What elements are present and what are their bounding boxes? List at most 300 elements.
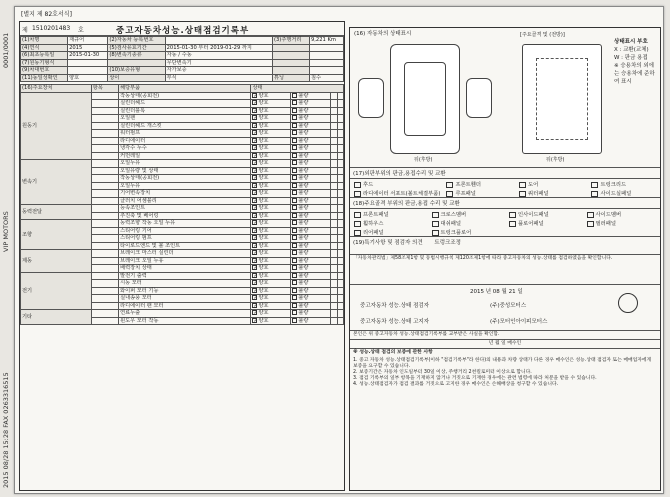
basic-cell: (8)변속기종류 <box>108 52 165 60</box>
part-option[interactable] <box>428 209 506 218</box>
status-bad-label: 불량 <box>298 302 309 309</box>
status-bad-label: 불량 <box>298 280 309 287</box>
checkbox-checked-icon[interactable]: ✓ <box>253 235 258 242</box>
checkbox-checked-icon[interactable]: ✓ <box>253 92 258 99</box>
status-extra-cell <box>337 160 343 168</box>
basic-cell <box>272 52 309 60</box>
status-bad-cell[interactable] <box>291 205 331 213</box>
checkbox-checked-icon[interactable]: ✓ <box>253 257 258 264</box>
inspection-item-spacer <box>91 310 118 318</box>
vehicle-status-heading: (16) 자동차의 상태표시 <box>354 31 412 37</box>
checkbox-checked-icon[interactable]: ✓ <box>253 115 258 122</box>
inspection-part: 타이로드엔드 및 볼 조인트 <box>119 242 251 250</box>
status-bad-cell[interactable] <box>291 242 331 250</box>
outer-panel-heading: (17)외판부위의 판금,용접수리 및 교환 <box>350 168 660 179</box>
status-extra-cell <box>337 310 343 318</box>
checkbox-icon[interactable] <box>292 288 297 293</box>
basic-cell: 상이 <box>108 74 165 82</box>
checkbox-icon[interactable] <box>292 93 297 98</box>
status-good-label: 양호 <box>258 257 269 264</box>
status-good-cell[interactable] <box>251 122 291 130</box>
status-bad-label: 불량 <box>298 227 309 234</box>
checker-name: (주)중성모터스 <box>490 303 527 309</box>
status-extra-cell <box>337 122 343 130</box>
checkbox-icon[interactable] <box>587 221 594 227</box>
checkbox-checked-icon[interactable]: ✓ <box>253 145 258 152</box>
status-bad-cell[interactable] <box>291 265 331 273</box>
status-bad-label: 불량 <box>298 107 309 114</box>
part-option[interactable] <box>587 179 660 188</box>
official-stamp <box>618 293 638 313</box>
checkbox-icon[interactable] <box>292 235 297 240</box>
part-option-label: 도어 <box>527 182 539 188</box>
checkbox-checked-icon[interactable]: ✓ <box>253 182 258 189</box>
checker-label: 중고자동차 성능.상태 점검자 <box>360 303 430 309</box>
inspection-item-spacer <box>91 212 118 220</box>
checkbox-checked-icon[interactable]: ✓ <box>253 152 258 159</box>
checkbox-checked-icon[interactable]: ✓ <box>253 227 258 234</box>
inspection-item-spacer <box>91 100 118 108</box>
inspection-part: 라디에이터 팬 모터 <box>119 302 251 310</box>
status-good-label: 양호 <box>258 122 269 129</box>
sign-date: 2015 년 08 월 21 일 <box>470 289 523 295</box>
right-panel <box>349 27 661 491</box>
basic-cell: (2)자동차 등록번호 <box>108 37 165 45</box>
status-good-cell[interactable] <box>251 190 291 198</box>
inspection-row <box>21 205 344 213</box>
checkbox-icon[interactable] <box>292 310 297 315</box>
status-good-label: 양호 <box>258 145 269 152</box>
receipt-date: 년 월 일 매수인 <box>350 340 660 349</box>
status-extra-cell <box>337 175 343 183</box>
status-extra-cell <box>337 242 343 250</box>
checkbox-checked-icon[interactable]: ✓ <box>253 197 258 204</box>
status-good-cell[interactable] <box>251 227 291 235</box>
checkbox-icon[interactable] <box>292 190 297 195</box>
status-legend <box>614 38 658 86</box>
basic-cell <box>309 52 343 60</box>
checkbox-checked-icon[interactable]: ✓ <box>253 287 258 294</box>
status-extra-cell <box>337 197 343 205</box>
basic-cell <box>68 67 108 75</box>
status-good-cell[interactable] <box>251 100 291 108</box>
part-option-label: 후드 <box>363 182 374 188</box>
checkbox-icon[interactable] <box>292 273 297 278</box>
status-good-cell[interactable] <box>251 242 291 250</box>
status-good-label: 양호 <box>258 182 269 189</box>
inspection-group: 변속기 <box>21 160 92 205</box>
inspection-part: 스티어링 기어 <box>119 227 251 235</box>
part-option-label: 플로어패널 <box>518 221 544 227</box>
status-good-cell[interactable] <box>251 220 291 228</box>
checkbox-checked-icon[interactable]: ✓ <box>253 250 258 257</box>
status-good-label: 양호 <box>258 280 269 287</box>
inspection-item-spacer <box>91 122 118 130</box>
status-bad-cell[interactable] <box>291 122 331 130</box>
status-good-cell[interactable] <box>251 295 291 303</box>
checkbox-icon[interactable] <box>292 145 297 150</box>
status-bad-cell[interactable] <box>291 160 331 168</box>
checkbox-checked-icon[interactable]: ✓ <box>253 317 258 324</box>
legend-x: X : 교환(교체) <box>614 47 649 53</box>
checkbox-checked-icon[interactable]: ✓ <box>253 175 258 182</box>
basic-row <box>21 52 344 60</box>
frame-heading: (18)주요골격 부위의 판금,용접 수리 및 교환 <box>350 198 660 209</box>
inspection-item-spacer <box>91 137 118 145</box>
checkbox-icon[interactable] <box>519 191 526 197</box>
notice-list <box>350 357 660 389</box>
inspection-part: 작동상태(공회전) <box>119 92 251 100</box>
status-bad-cell[interactable] <box>291 302 331 310</box>
car-cabin-diagram <box>404 62 446 136</box>
status-bad-cell[interactable] <box>291 152 331 160</box>
status-bad-cell[interactable] <box>291 257 331 265</box>
part-option[interactable] <box>350 179 442 188</box>
part-option[interactable] <box>505 209 583 218</box>
status-good-cell[interactable] <box>251 175 291 183</box>
checkbox-icon[interactable] <box>292 198 297 203</box>
status-good-cell[interactable] <box>251 197 291 205</box>
inspection-item-spacer <box>91 227 118 235</box>
part-option-label: 트렁크플로어 <box>440 230 472 236</box>
part-option[interactable] <box>350 209 428 218</box>
checkbox-icon[interactable] <box>432 212 439 218</box>
status-bad-cell[interactable] <box>291 272 331 280</box>
basic-cell: 재규어 <box>68 37 108 45</box>
checkbox-icon[interactable] <box>519 182 526 188</box>
checkbox-checked-icon[interactable]: ✓ <box>253 265 258 272</box>
notifier-label: 중고자동차 성능.상태 고지자 <box>360 319 430 325</box>
checkbox-icon[interactable] <box>292 108 297 113</box>
status-good-cell[interactable] <box>251 250 291 258</box>
checkbox-icon[interactable] <box>292 115 297 120</box>
checkbox-checked-icon[interactable]: ✓ <box>253 242 258 249</box>
basic-row <box>21 44 344 52</box>
part-option[interactable] <box>583 218 661 227</box>
status-good-cell[interactable] <box>251 130 291 138</box>
status-good-cell[interactable] <box>251 317 291 325</box>
status-bad-label: 불량 <box>298 152 309 159</box>
status-extra-cell <box>337 302 343 310</box>
checkbox-checked-icon[interactable]: ✓ <box>253 295 258 302</box>
checkbox-checked-icon[interactable]: ✓ <box>253 272 258 279</box>
status-bad-cell[interactable] <box>291 250 331 258</box>
photo-label: [주요골격 및 (전방)] <box>520 32 565 38</box>
basic-cell: 무단변속기 <box>165 59 272 67</box>
part-option[interactable] <box>587 188 660 197</box>
status-good-cell[interactable] <box>251 310 291 318</box>
checkbox-checked-icon[interactable]: ✓ <box>253 310 258 317</box>
status-bad-cell[interactable] <box>291 100 331 108</box>
basic-row <box>21 74 344 82</box>
status-bad-cell[interactable] <box>291 235 331 243</box>
basic-cell: (4)연식 <box>21 44 68 52</box>
checkbox-icon[interactable] <box>292 265 297 270</box>
status-good-label: 양호 <box>258 160 269 167</box>
checkbox-icon[interactable] <box>292 130 297 135</box>
part-option-label: 라디에이터 서포트(볼트체결부품) <box>363 191 441 197</box>
inspection-item-spacer <box>91 302 118 310</box>
checkbox-checked-icon[interactable]: ✓ <box>253 107 258 114</box>
status-bad-cell[interactable] <box>291 287 331 295</box>
checkbox-checked-icon[interactable]: ✓ <box>253 205 258 212</box>
status-bad-cell[interactable] <box>291 295 331 303</box>
checkbox-icon[interactable] <box>292 303 297 308</box>
status-bad-label: 불량 <box>298 100 309 107</box>
inspection-item-spacer <box>91 235 118 243</box>
checkbox-icon[interactable] <box>292 220 297 225</box>
status-extra-cell <box>337 280 343 288</box>
status-bad-cell[interactable] <box>291 137 331 145</box>
receipt-line: 본인은 위 중고자동차 성능.상태점검기록부를 교부받은 사실을 확인함. <box>350 331 660 340</box>
basic-cell <box>309 44 343 52</box>
part-option[interactable] <box>350 218 428 227</box>
status-bad-cell[interactable] <box>291 107 331 115</box>
checkbox-icon[interactable] <box>292 160 297 165</box>
status-good-cell[interactable] <box>251 182 291 190</box>
checkbox-icon[interactable] <box>292 243 297 248</box>
checkbox-icon[interactable] <box>292 205 297 210</box>
checkbox-icon[interactable] <box>509 221 516 227</box>
inspection-row <box>21 220 344 228</box>
inspection-group: 제동 <box>21 250 92 273</box>
checkbox-checked-icon[interactable]: ✓ <box>253 167 258 174</box>
inspection-part: 브레이크 오일 누유 <box>119 257 251 265</box>
checkbox-icon[interactable] <box>354 221 361 227</box>
inspection-group: 기타 <box>21 310 92 325</box>
status-good-cell[interactable] <box>251 167 291 175</box>
checkbox-checked-icon[interactable]: ✓ <box>253 137 258 144</box>
form-number-suffix: 호 <box>78 27 84 34</box>
status-good-label: 양호 <box>258 272 269 279</box>
checkbox-checked-icon[interactable]: ✓ <box>253 280 258 287</box>
status-good-cell[interactable] <box>251 137 291 145</box>
status-good-cell[interactable] <box>251 257 291 265</box>
inspection-item-spacer <box>91 145 118 153</box>
basic-cell: (5)검사유효기간 <box>108 44 165 52</box>
checkbox-icon[interactable] <box>432 230 439 236</box>
part-option[interactable] <box>428 227 506 236</box>
inspection-row <box>21 250 344 258</box>
part-option[interactable] <box>350 188 442 197</box>
checkbox-icon[interactable] <box>446 182 453 188</box>
status-bad-cell[interactable] <box>291 227 331 235</box>
inspection-part: 오일팬 <box>119 115 251 123</box>
status-good-label: 양호 <box>258 92 269 99</box>
status-good-cell[interactable] <box>251 235 291 243</box>
status-bad-label: 불량 <box>298 160 309 167</box>
car-right-side <box>466 78 492 118</box>
basic-cell: (11)동일성확인 <box>21 74 68 82</box>
status-good-label: 양호 <box>258 152 269 159</box>
status-bad-cell[interactable] <box>291 197 331 205</box>
checkbox-icon[interactable] <box>292 258 297 263</box>
part-option[interactable] <box>515 179 588 188</box>
inspection-header-cell: 상태 <box>251 85 344 93</box>
checkbox-checked-icon[interactable]: ✓ <box>253 220 258 227</box>
status-good-cell[interactable] <box>251 212 291 220</box>
inspection-part: 발전기 출력 <box>119 272 251 280</box>
checkbox-icon[interactable] <box>292 228 297 233</box>
part-option-label: 프론트패널 <box>363 212 389 218</box>
status-bad-cell[interactable] <box>291 130 331 138</box>
part-option[interactable] <box>442 179 515 188</box>
status-bad-cell[interactable] <box>291 317 331 325</box>
status-bad-cell[interactable] <box>291 167 331 175</box>
basic-cell: 9,221 Km <box>309 37 343 45</box>
signature-block <box>350 285 660 331</box>
inspection-part: 실린더헤드 개스킷 <box>119 122 251 130</box>
status-extra-cell <box>337 182 343 190</box>
status-extra-cell <box>337 287 343 295</box>
basic-cell: 자가보증 <box>165 67 272 75</box>
rear-label: 뒤(후방) <box>546 157 565 163</box>
inspection-table <box>20 84 344 325</box>
status-bad-cell[interactable] <box>291 212 331 220</box>
status-bad-label: 불량 <box>298 190 309 197</box>
status-bad-cell[interactable] <box>291 280 331 288</box>
inspection-part: 와이퍼 모터 기능 <box>119 287 251 295</box>
part-option[interactable] <box>583 209 661 218</box>
basic-cell: (10)보증유형 <box>108 67 165 75</box>
checkbox-checked-icon[interactable]: ✓ <box>253 122 258 129</box>
status-bad-cell[interactable] <box>291 145 331 153</box>
inspection-part: 윈도우 모터 작동 <box>119 317 251 325</box>
checkbox-icon[interactable] <box>354 182 361 188</box>
checkbox-icon[interactable] <box>292 250 297 255</box>
status-good-cell[interactable] <box>251 287 291 295</box>
fax-sender: VIP MOTORS <box>2 211 10 252</box>
status-bad-label: 불량 <box>298 265 309 272</box>
part-option[interactable] <box>515 188 588 197</box>
checkbox-icon[interactable] <box>292 318 297 323</box>
status-good-label: 양호 <box>258 175 269 182</box>
status-bad-label: 불량 <box>298 220 309 227</box>
checkbox-icon[interactable] <box>446 191 453 197</box>
inspection-part: 시동 모터 <box>119 280 251 288</box>
status-bad-cell[interactable] <box>291 182 331 190</box>
status-bad-label: 불량 <box>298 212 309 219</box>
basic-cell: (6)최초등록일 <box>21 52 68 60</box>
status-good-cell[interactable] <box>251 145 291 153</box>
basic-cell: 자동 / 수동 <box>165 52 272 60</box>
checkbox-icon[interactable] <box>292 100 297 105</box>
status-extra-cell <box>337 205 343 213</box>
part-option[interactable] <box>442 188 515 197</box>
checkbox-icon[interactable] <box>292 280 297 285</box>
status-good-cell[interactable] <box>251 280 291 288</box>
checkbox-checked-icon[interactable]: ✓ <box>253 130 258 137</box>
car-diagram-area <box>350 28 660 168</box>
inspection-item-spacer <box>91 220 118 228</box>
status-good-cell[interactable] <box>251 272 291 280</box>
checkbox-icon[interactable] <box>292 153 297 158</box>
checkbox-icon[interactable] <box>591 182 598 188</box>
status-good-cell[interactable] <box>251 265 291 273</box>
status-bad-cell[interactable] <box>291 220 331 228</box>
outer-panel-section <box>350 168 660 198</box>
checkbox-icon[interactable] <box>354 230 361 236</box>
checkbox-icon[interactable] <box>292 168 297 173</box>
status-good-label: 양호 <box>258 302 269 309</box>
basic-cell: (7)원동기형식 <box>21 59 68 67</box>
status-bad-label: 불량 <box>298 182 309 189</box>
checkbox-icon[interactable] <box>292 175 297 180</box>
checkbox-icon[interactable] <box>292 295 297 300</box>
status-extra-cell <box>337 130 343 138</box>
inspection-item-spacer <box>91 115 118 123</box>
basic-cell: 침수 <box>309 74 343 82</box>
inspection-part: 스티어링 펌프 <box>119 235 251 243</box>
status-bad-cell[interactable] <box>291 190 331 198</box>
checkbox-checked-icon[interactable]: ✓ <box>253 100 258 107</box>
checkbox-icon[interactable] <box>587 212 594 218</box>
checkbox-icon[interactable] <box>591 191 598 197</box>
status-bad-label: 불량 <box>298 145 309 152</box>
status-good-cell[interactable] <box>251 107 291 115</box>
inspection-item-spacer <box>91 205 118 213</box>
status-good-cell[interactable] <box>251 92 291 100</box>
inspection-item-spacer <box>91 182 118 190</box>
inspection-part: 실린더헤드 <box>119 100 251 108</box>
inspection-part: 워터펌프 <box>119 130 251 138</box>
checkbox-icon[interactable] <box>292 123 297 128</box>
inspection-header <box>21 85 344 93</box>
checkbox-icon[interactable] <box>292 183 297 188</box>
checkbox-checked-icon[interactable]: ✓ <box>253 302 258 309</box>
checkbox-icon[interactable] <box>292 213 297 218</box>
checkbox-icon[interactable] <box>354 191 361 197</box>
notifier-name: (주)모터인아이피모터스 <box>490 319 548 325</box>
basic-row <box>21 59 344 67</box>
legend-w: W : 판금 용접 <box>614 55 648 61</box>
inspection-item-spacer <box>91 250 118 258</box>
status-extra-cell <box>337 107 343 115</box>
inspection-header-cell: (16)주요장치 <box>21 85 92 93</box>
status-bad-cell[interactable] <box>291 310 331 318</box>
checkbox-checked-icon[interactable]: ✓ <box>253 160 258 167</box>
inspection-row <box>21 160 344 168</box>
checkbox-icon[interactable] <box>509 212 516 218</box>
status-bad-cell[interactable] <box>291 175 331 183</box>
inspection-part: 냉각수 누수 <box>119 145 251 153</box>
status-bad-cell[interactable] <box>291 92 331 100</box>
status-bad-cell[interactable] <box>291 115 331 123</box>
part-option[interactable] <box>428 218 506 227</box>
status-good-cell[interactable] <box>251 152 291 160</box>
basic-cell <box>309 67 343 75</box>
inspection-part: 오일유량 및 상태 <box>119 167 251 175</box>
status-bad-label: 불량 <box>298 122 309 129</box>
status-good-cell[interactable] <box>251 205 291 213</box>
checkbox-icon[interactable] <box>292 138 297 143</box>
inspection-part: 기어변속장치 <box>119 190 251 198</box>
checkbox-checked-icon[interactable]: ✓ <box>253 190 258 197</box>
part-option[interactable] <box>505 218 583 227</box>
status-extra-cell <box>337 317 343 325</box>
status-good-cell[interactable] <box>251 115 291 123</box>
inspection-item-spacer <box>91 257 118 265</box>
checkbox-icon[interactable] <box>432 221 439 227</box>
status-good-cell[interactable] <box>251 160 291 168</box>
checkbox-checked-icon[interactable]: ✓ <box>253 212 258 219</box>
status-extra-cell <box>337 92 343 100</box>
checkbox-icon[interactable] <box>354 212 361 218</box>
basic-cell <box>165 37 272 45</box>
part-option[interactable] <box>350 227 428 236</box>
status-good-cell[interactable] <box>251 302 291 310</box>
status-bad-label: 불량 <box>298 137 309 144</box>
